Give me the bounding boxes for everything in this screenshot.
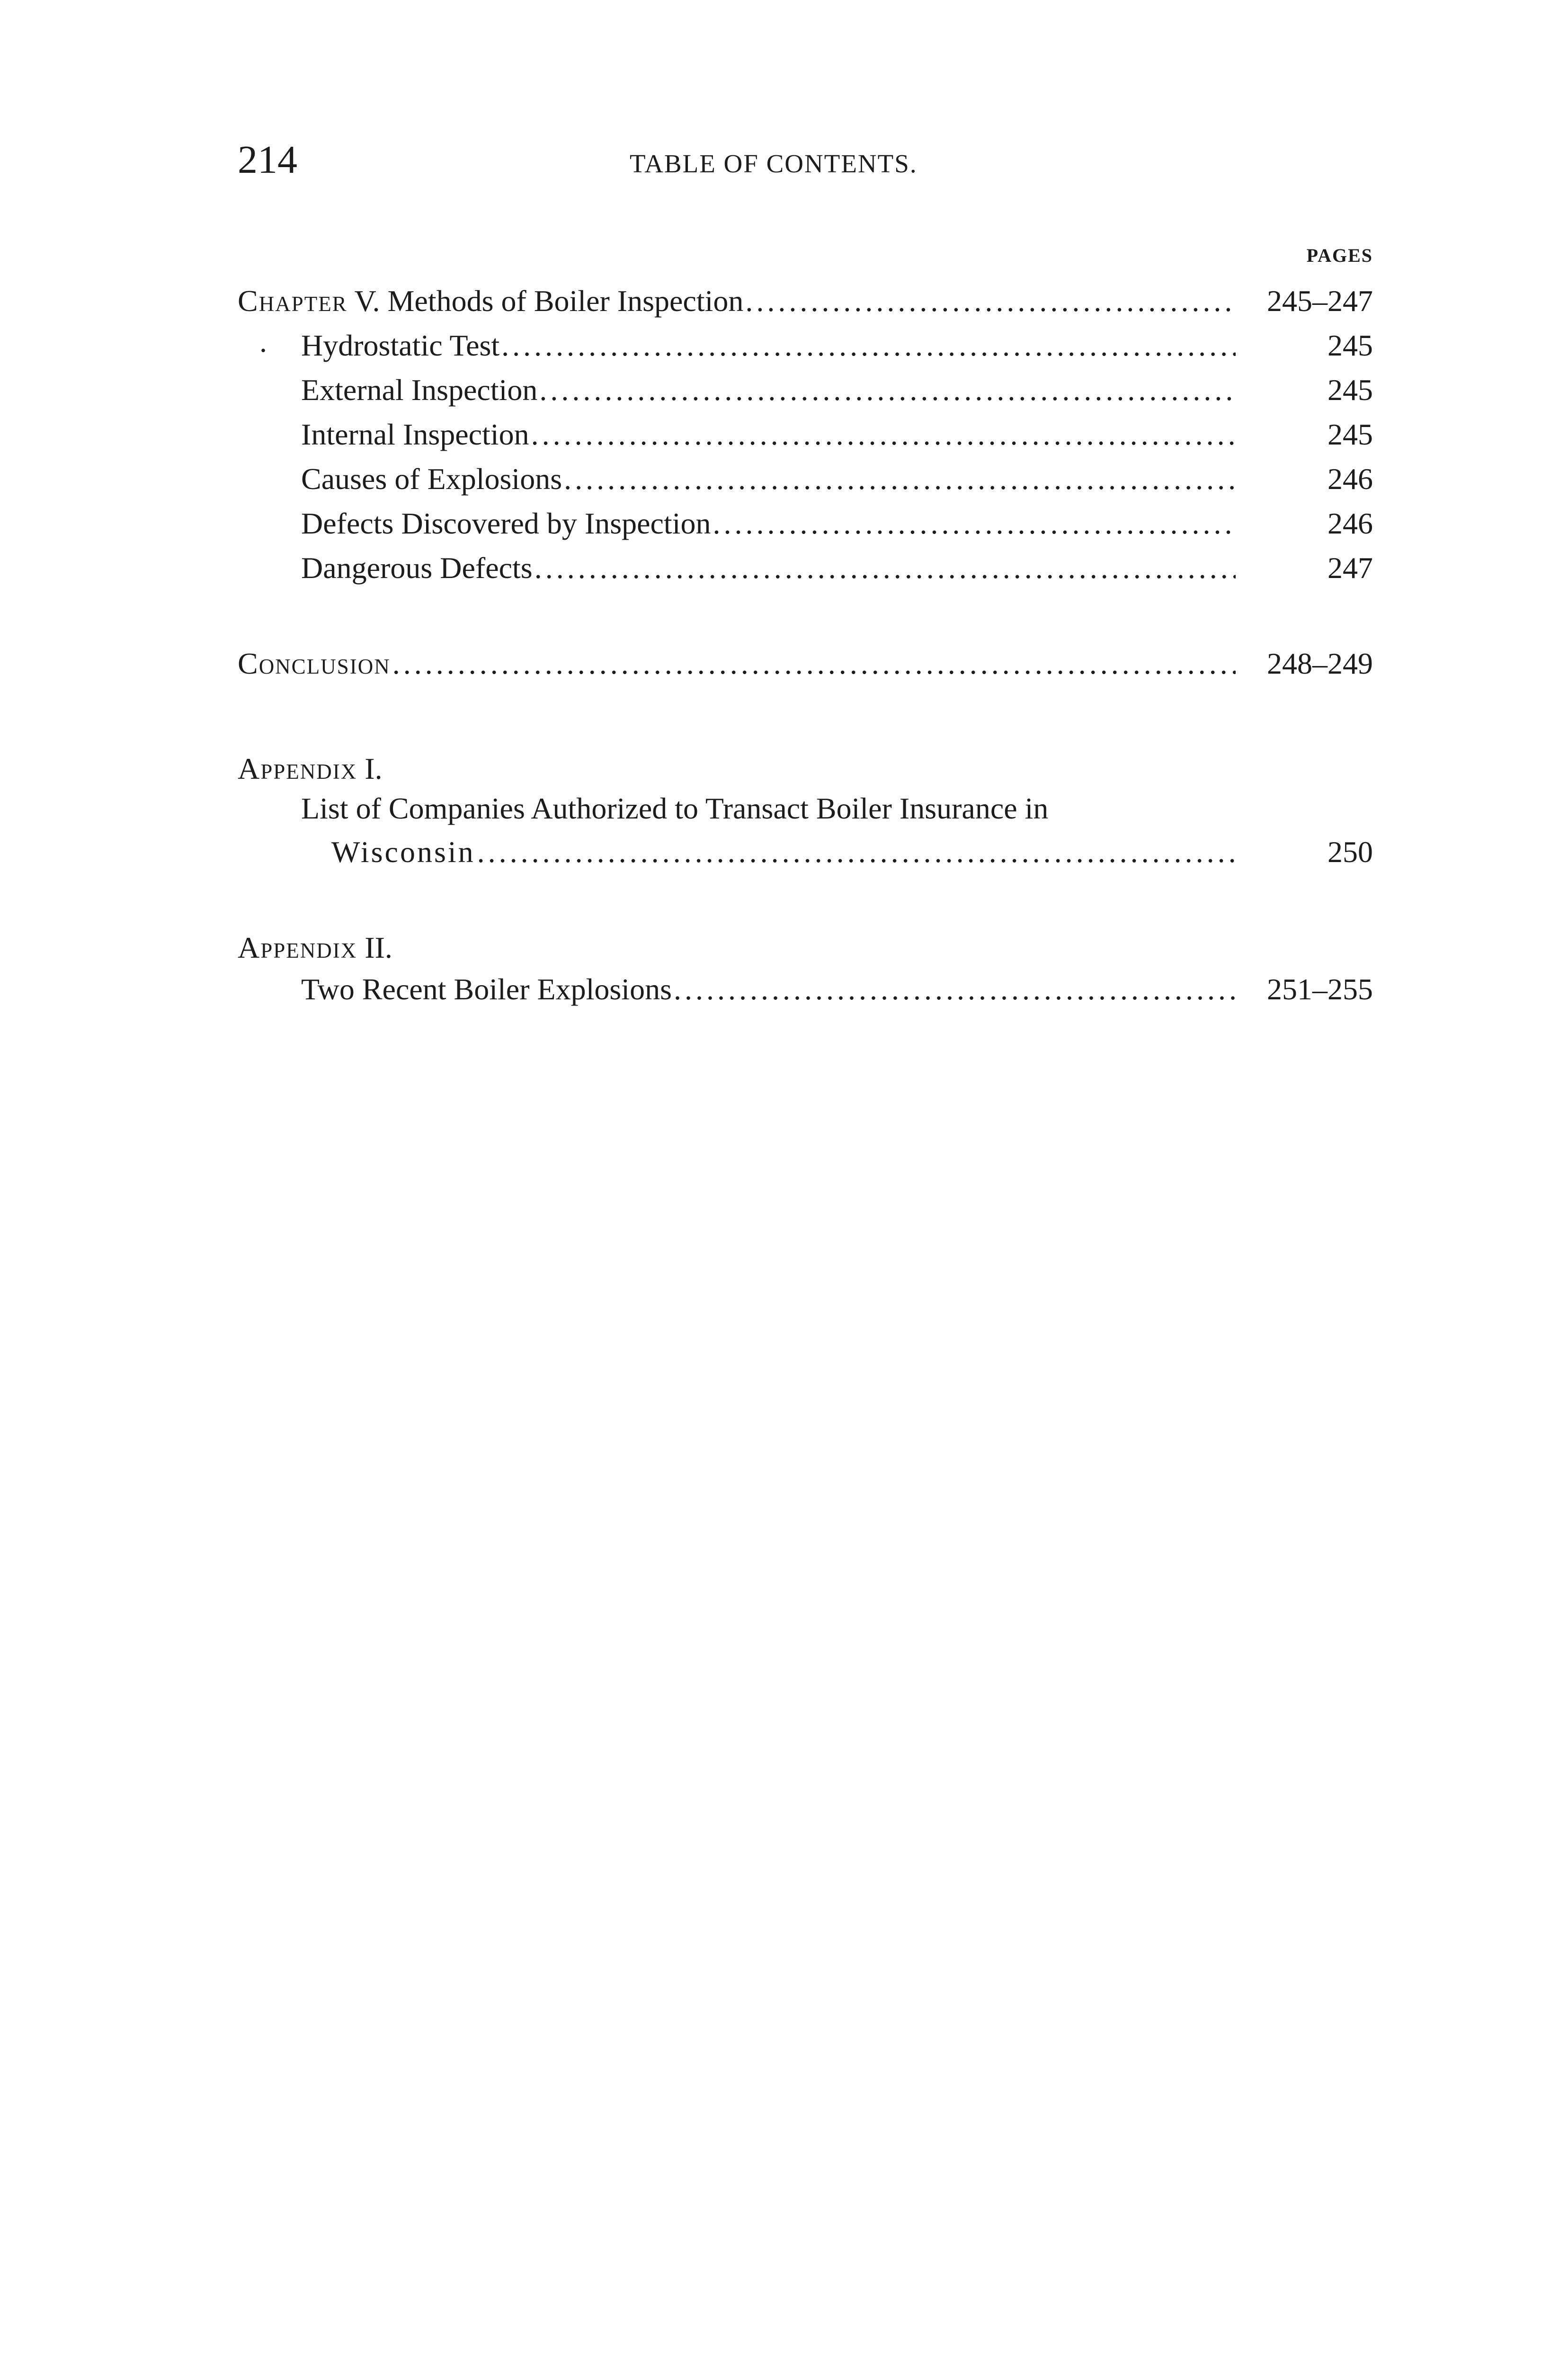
toc-entry-label: Hydrostatic Test bbox=[301, 329, 500, 362]
chapter-numeral: V. bbox=[354, 284, 380, 318]
running-head: TABLE OF CONTENTS. bbox=[630, 149, 918, 178]
toc-entry-appendix-1 bbox=[331, 837, 1373, 867]
toc-entry-appendix-2 bbox=[301, 974, 1373, 1005]
toc-entry-pages: 246 bbox=[1327, 462, 1373, 496]
dot-leader bbox=[539, 375, 1236, 405]
toc-entry-label: External Inspection bbox=[301, 373, 538, 407]
dot-leader bbox=[564, 464, 1236, 494]
toc-entry-external-inspection bbox=[301, 375, 1373, 405]
toc-entry-label: Two Recent Boiler Explosions bbox=[301, 972, 672, 1006]
toc-entry-label: Defects Discovered by Inspection bbox=[301, 507, 711, 540]
appendix-1-title-line-1: List of Companies Authorized to Transact Boiler Insurance in bbox=[301, 792, 1049, 825]
appendix-word: Appendix bbox=[238, 931, 357, 964]
toc-entry-chapter-v bbox=[238, 286, 1373, 316]
toc-entry-label bbox=[238, 286, 743, 316]
toc-entry-pages: 247 bbox=[1327, 551, 1373, 585]
appendix-2-heading bbox=[238, 933, 392, 963]
appendix-1-heading bbox=[238, 754, 383, 784]
toc-entry-dangerous-defects bbox=[301, 553, 1373, 583]
appendix-numeral: I. bbox=[365, 752, 383, 785]
toc-entry-causes-of-explosions bbox=[301, 464, 1373, 494]
toc-entry-pages: 245 bbox=[1327, 418, 1373, 451]
toc-entry-pages: 245 bbox=[1327, 373, 1373, 407]
toc-entry-pages: 251–255 bbox=[1267, 972, 1373, 1006]
toc-entry-pages: 246 bbox=[1327, 507, 1373, 540]
dot-leader bbox=[535, 553, 1236, 583]
dot-leader bbox=[713, 508, 1236, 539]
chapter-prefix: Chapter bbox=[238, 284, 347, 318]
stray-mark: . bbox=[259, 325, 267, 358]
toc-entry-pages: 245–247 bbox=[1267, 284, 1373, 318]
toc-entry-label: Causes of Explosions bbox=[301, 462, 562, 496]
dot-leader bbox=[745, 286, 1236, 316]
toc-entry-hydrostatic-test bbox=[301, 330, 1373, 361]
toc-entry-pages: 245 bbox=[1327, 329, 1373, 362]
toc-entry-pages: 248–249 bbox=[1267, 647, 1373, 680]
chapter-title: Methods of Boiler Inspection bbox=[387, 284, 744, 318]
toc-entry-pages: 250 bbox=[1327, 835, 1373, 869]
toc-entry-label: Wisconsin bbox=[331, 835, 475, 869]
toc-entry-conclusion bbox=[238, 649, 1373, 679]
toc-entry-defects-discovered bbox=[301, 508, 1373, 539]
toc-entry-internal-inspection bbox=[301, 419, 1373, 450]
toc-entry-label: Conclusion bbox=[238, 647, 391, 680]
dot-leader bbox=[531, 419, 1236, 450]
toc-entry-label: Internal Inspection bbox=[301, 418, 529, 451]
appendix-word: Appendix bbox=[238, 752, 357, 785]
appendix-numeral: II. bbox=[365, 931, 392, 964]
dot-leader bbox=[477, 837, 1236, 867]
dot-leader bbox=[501, 330, 1236, 361]
toc-entry-label: Dangerous Defects bbox=[301, 551, 533, 585]
pages-column-heading: PAGES bbox=[1306, 245, 1373, 266]
dot-leader bbox=[392, 649, 1236, 679]
dot-leader bbox=[674, 974, 1236, 1005]
page-number: 214 bbox=[238, 138, 297, 182]
